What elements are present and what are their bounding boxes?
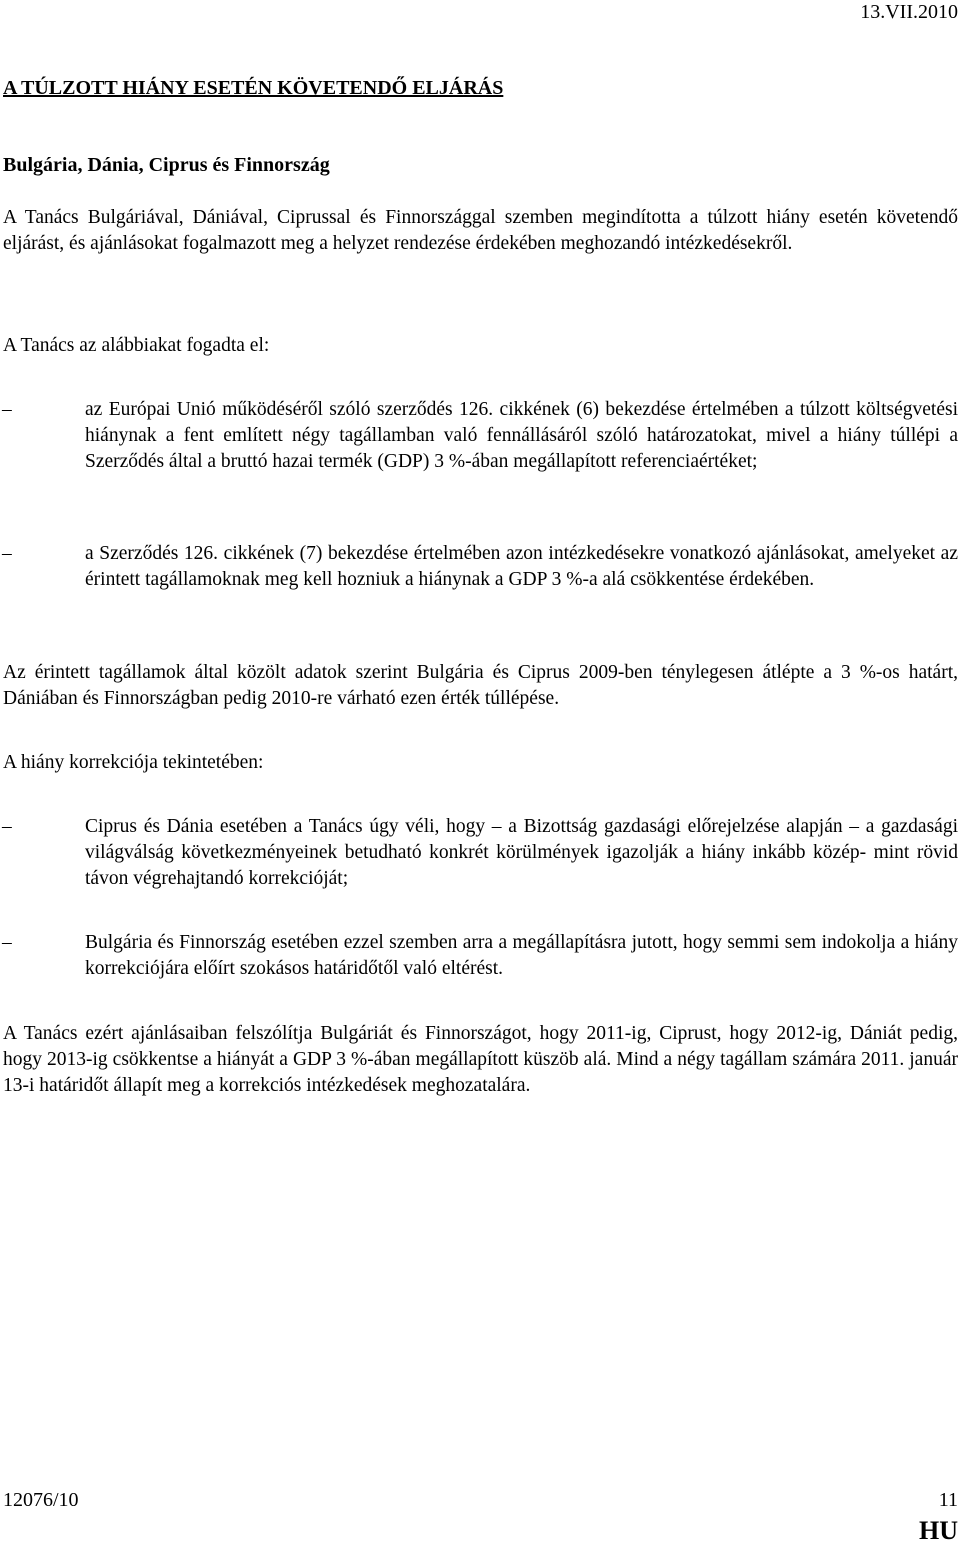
page-number: 11 <box>938 1489 958 1511</box>
dash-marker: – <box>2 543 12 564</box>
dash-marker: – <box>2 816 12 837</box>
list-item-text: az Európai Unió működéséről szóló szerződés 126. cikkének (6) bekezdése értelmében a túlzott költségvetési hiánynak a fent említett négy tagállamban való fennállásáról szóló határozatokat, mivel a hiány túllépi a Szerződés által a bruttó hazai termék (GDP) 3 %-ában megállapított referenciaértéket; <box>85 399 958 472</box>
list-item <box>0 930 958 982</box>
document-title: A TÚLZOTT HIÁNY ESETÉN KÖVETENDŐ ELJÁRÁS <box>3 77 504 99</box>
list-item <box>0 541 958 593</box>
language-code: HU <box>919 1516 958 1545</box>
data-note-paragraph: Az érintett tagállamok által közölt adatok szerint Bulgária és Ciprus 2009-ben ténylegesen átlépte a 3 %-os határt, Dániában és Finnországban pedig 2010-re várható ezen érték túllépése. <box>3 662 958 709</box>
dash-marker: – <box>2 932 12 953</box>
conclusion-paragraph: A Tanács ezért ajánlásaiban felszólítja Bulgáriát és Finnországot, hogy 2011-ig, Ciprust, hogy 2012-ig, Dániát pedig, hogy 2013-ig csökkentse a hiányát a GDP 3 %-ában megállapított küszöb alá. Mind a négy tagállam számára 2011. január 13-i határidőt állapít meg a korrekciós intézkedések meghozatalára. <box>3 1023 958 1096</box>
document-reference: 12076/10 <box>3 1489 79 1511</box>
list-item-text: Bulgária és Finnország esetében ezzel szemben arra a megállapításra jutott, hogy semmi sem indokolja a hiány korrekciójára előírt szokásos határidőtől való eltérést. <box>85 932 958 979</box>
correction-heading: A hiány korrekciója tekintetében: <box>3 752 264 773</box>
dash-marker: – <box>2 399 12 420</box>
list-item-text: Ciprus és Dánia esetében a Tanács úgy véli, hogy – a Bizottság gazdasági előrejelzése alapján – a gazdasági világválság következményeinek betudható konkrét körülmények igazolják a hiány inkább közép- mint rövid távon végrehajtandó korrekcióját; <box>85 816 958 889</box>
list-item <box>0 814 958 892</box>
intro-paragraph: A Tanács Bulgáriával, Dániával, Ciprussal és Finnországgal szemben megindította a túlzott hiány esetén követendő eljárást, és ajánlásokat fogalmazott meg a helyzet rendezése érdekében meghozandó intézkedésekről. <box>3 207 958 254</box>
list-item <box>0 397 958 475</box>
adopted-paragraph: A Tanács az alábbiakat fogadta el: <box>3 335 270 356</box>
document-subtitle: Bulgária, Dánia, Ciprus és Finnország <box>3 154 330 176</box>
header-date: 13.VII.2010 <box>860 1 958 23</box>
list-item-text: a Szerződés 126. cikkének (7) bekezdése értelmében azon intézkedésekre vonatkozó ajánlásokat, amelyeket az érintett tagállamoknak meg kell hozniuk a hiánynak a GDP 3 %-a alá csökkentése érdekében. <box>85 543 958 590</box>
